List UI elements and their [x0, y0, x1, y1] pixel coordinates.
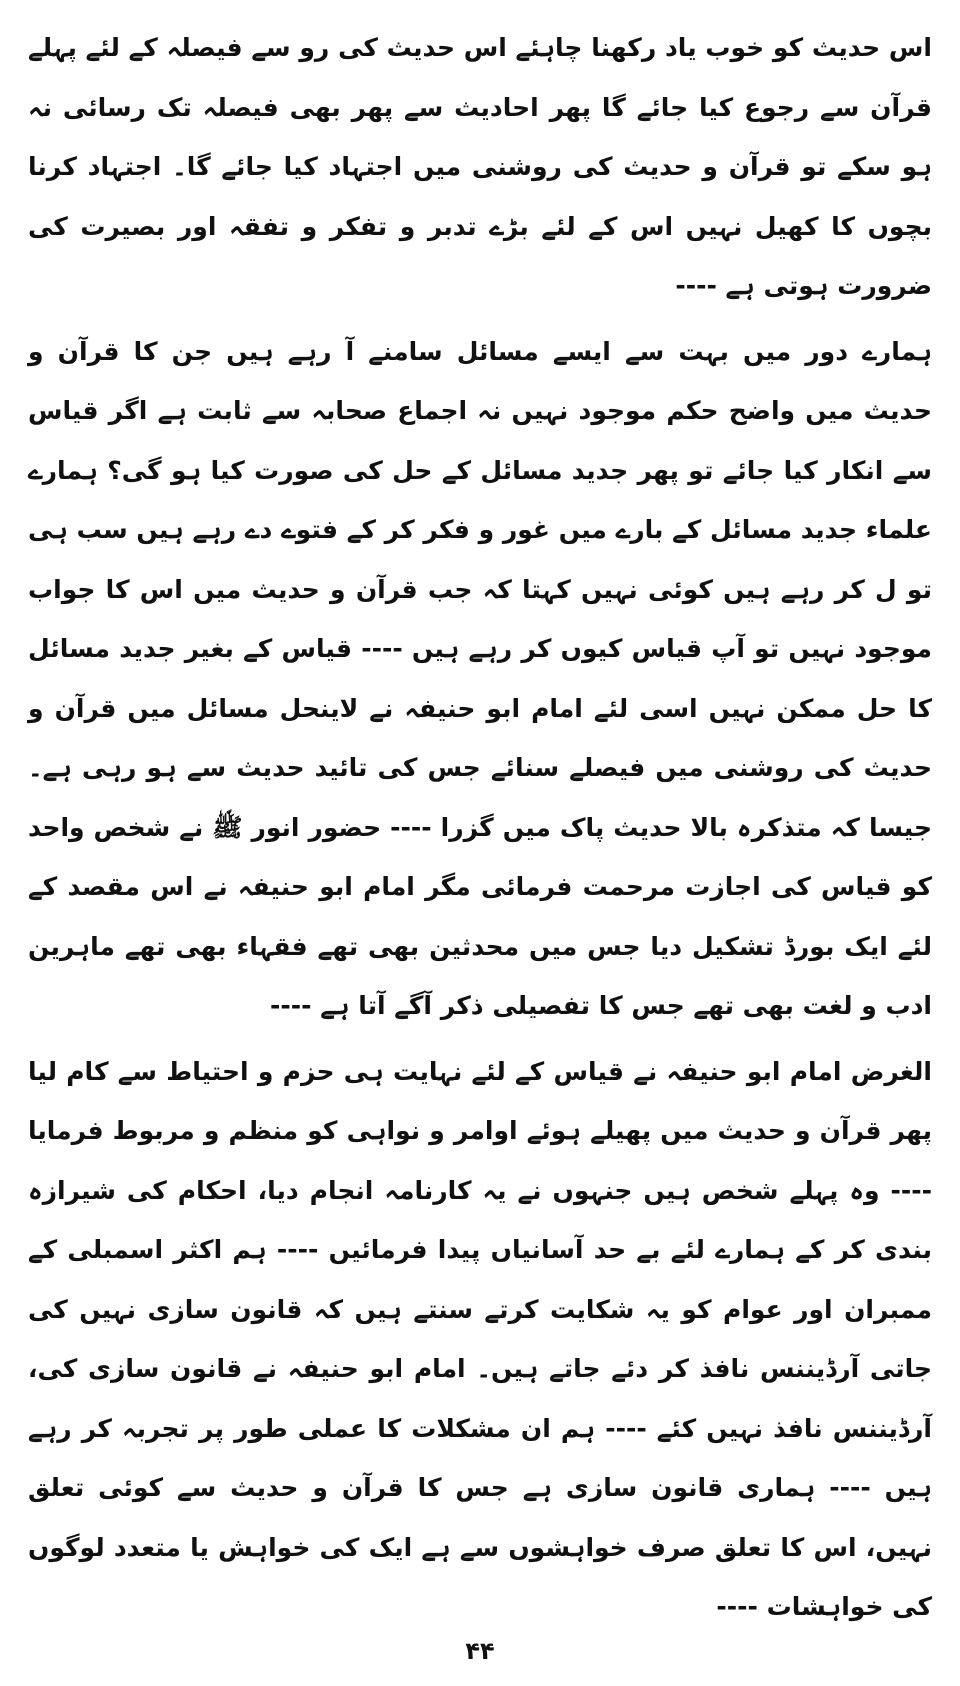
body-text: [28, 18, 932, 1637]
page-number: ۴۴: [465, 1637, 495, 1665]
paragraph-3: الغرض امام ابو حنیفہ نے قیاس کے لئے نہایت ہی حزم و احتیاط سے کام لیا پھر قرآن و حدیث میں پھیلے ہوئے اوامر و نواہی کو منظم و مربوط فرمایا ---- وہ پہلے شخص ہیں جنہوں نے یہ کارنامہ انجام دیا، احکام کی شیرازہ بندی کر کے ہمارے لئے بے حد آسانیاں پیدا فرمائیں ---- ہم اکثر اسمبلی کے ممبران اور عوام کو یہ شکایت کرتے سنتے ہیں کہ قانون سازی نہیں کی جاتی آرڈیننس نافذ کر دئے جاتے ہیں۔ امام ابو حنیفہ نے قانون سازی کی، آرڈیننس نافذ نہیں کئے ---- ہم ان مشکلات کا عملی طور پر تجربہ کر رہے ہیں ---- ہماری قانون سازی ہے جس کا قرآن و حدیث سے کوئی تعلق نہیں، اس کا تعلق صرف خواہشوں سے ہے ایک کی خواہش یا متعدد لوگوں کی خواہشات ----: [28, 1056, 932, 1621]
paragraph-1: اس حدیث کو خوب یاد رکھنا چاہئے اس حدیث کی رو سے فیصلہ کے لئے پہلے قرآن سے رجوع کیا جائے گا پھر احادیث سے پھر بھی فیصلہ تک رسائی نہ ہو سکے تو قرآن و حدیث کی روشنی میں اجتہاد کیا جائے گا۔ اجتہاد کرنا بچوں کا کھیل نہیں اس کے لئے بڑے تدبر و تفکر و تفقہ اور بصیرت کی ضرورت ہوتی ہے ----: [28, 33, 932, 300]
paragraph-2: ہمارے دور میں بہت سے ایسے مسائل سامنے آ رہے ہیں جن کا قرآن و حدیث میں واضح حکم موجود نہیں نہ اجماع صحابہ سے ثابت ہے اگر قیاس سے انکار کیا جائے تو پھر جدید مسائل کے حل کی صورت کیا ہو گی؟ ہمارے علماء جدید مسائل کے بارے میں غور و فکر کر کے فتوے دے رہے ہیں سب ہی تو ل کر رہے ہیں کوئی نہیں کہتا کہ جب قرآن و حدیث میں اس کا جواب موجود نہیں تو آپ قیاس کیوں کر رہے ہیں ---- قیاس کے بغیر جدید مسائل کا حل ممکن نہیں اسی لئے امام ابو حنیفہ نے لاینحل مسائل میں قرآن و حدیث کی روشنی میں فیصلے سنائے جس کی تائید حدیث سے ہو رہی ہے۔ جیسا کہ متذکرہ بالا حدیث پاک میں گزرا ---- حضور انور ﷺ نے شخص واحد کو قیاس کی اجازت مرحمت فرمائی مگر امام ابو حنیفہ نے اس مقصد کے لئے ایک بورڈ تشکیل دیا جس میں محدثین بھی تھے فقہاء بھی تھے ماہرین ادب و لغت بھی تھے جس کا تفصیلی ذکر آگے آتا ہے ----: [28, 336, 932, 1020]
